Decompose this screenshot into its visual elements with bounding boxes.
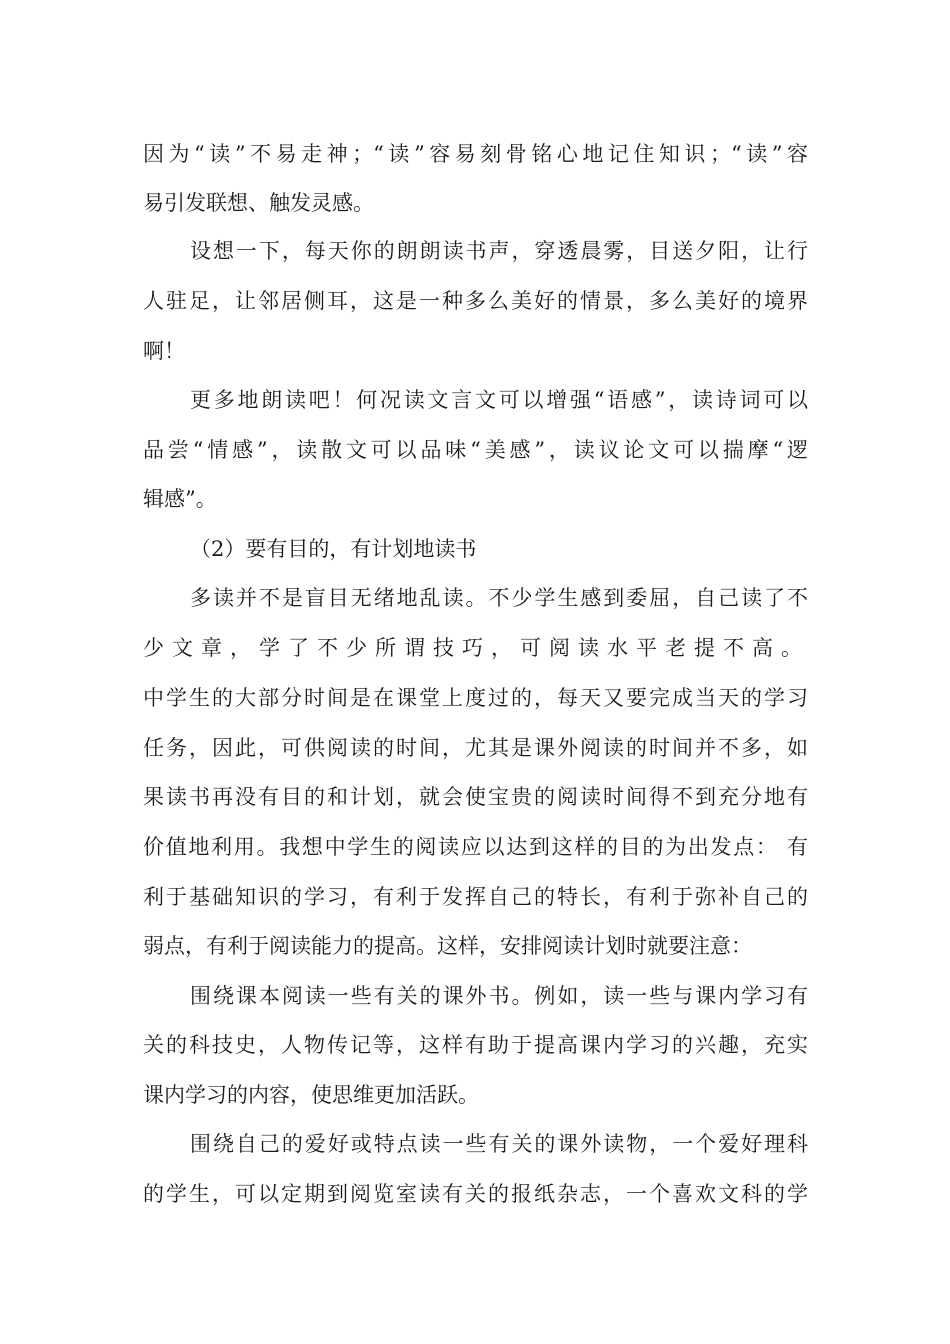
text-line: 人驻足，让邻居侧耳，这是一种多么美好的情景，多么美好的境界 [143, 289, 808, 313]
text-line: 中学生的大部分时间是在课堂上度过的，每天又要完成当天的学习 [143, 686, 808, 710]
text-line: 价值地利用。我想中学生的阅读应以达到这样的目的为出发点： 有 [143, 835, 808, 859]
paragraph-start-line: 设想一下，每天你的朗朗读书声，穿透晨雾，目送夕阳，让行 [190, 239, 808, 263]
text-line: 弱点，有利于阅读能力的提高。这样，安排阅读计划时就要注意： [143, 934, 752, 958]
text-line: 辑感”。 [143, 487, 217, 511]
paragraph-start-line: 更多地朗读吧！何况读文言文可以增强“语感”，读诗词可以 [190, 388, 808, 412]
text-line: 易引发联想、触发灵感。 [143, 191, 374, 215]
text-line: 任务，因此，可供阅读的时间，尤其是课外阅读的时间并不多，如 [143, 736, 808, 760]
paragraph-start-line: 围绕课本阅读一些有关的课外书。例如，读一些与课内学习有 [190, 984, 808, 1008]
text-line: 课内学习的内容，使思维更加活跃。 [143, 1083, 479, 1107]
text-line: 果读书再没有目的和计划，就会使宝贵的阅读时间得不到充分地有 [143, 785, 808, 809]
paragraph-start-line: 多读并不是盲目无绪地乱读。不少学生感到委屈，自己读了不 [190, 586, 808, 610]
text-line: 利于基础知识的学习，有利于发挥自己的特长，有利于弥补自己的 [143, 885, 808, 909]
paragraph-start-line: 围绕自己的爱好或特点读一些有关的课外读物，一个爱好理科 [190, 1132, 808, 1156]
section-heading: （2）要有目的，有计划地读书 [190, 537, 477, 561]
text-line: 品尝“情感”，读散文可以品味“美感”，读议论文可以揣摩“逻 [143, 438, 808, 462]
text-line: 少文章，学了不少所谓技巧，可阅读水平老提不高。 [143, 636, 810, 660]
text-line: 啊！ [143, 339, 185, 363]
text-line: 关的科技史，人物传记等，这样有助于提高课内学习的兴趣，充实 [143, 1033, 808, 1057]
text-line: 因为“读”不易走神；“读”容易刻骨铭心地记住知识；“读”容 [143, 142, 808, 166]
text-line: 的学生，可以定期到阅览室读有关的报纸杂志，一个喜欢文科的学 [143, 1182, 808, 1206]
